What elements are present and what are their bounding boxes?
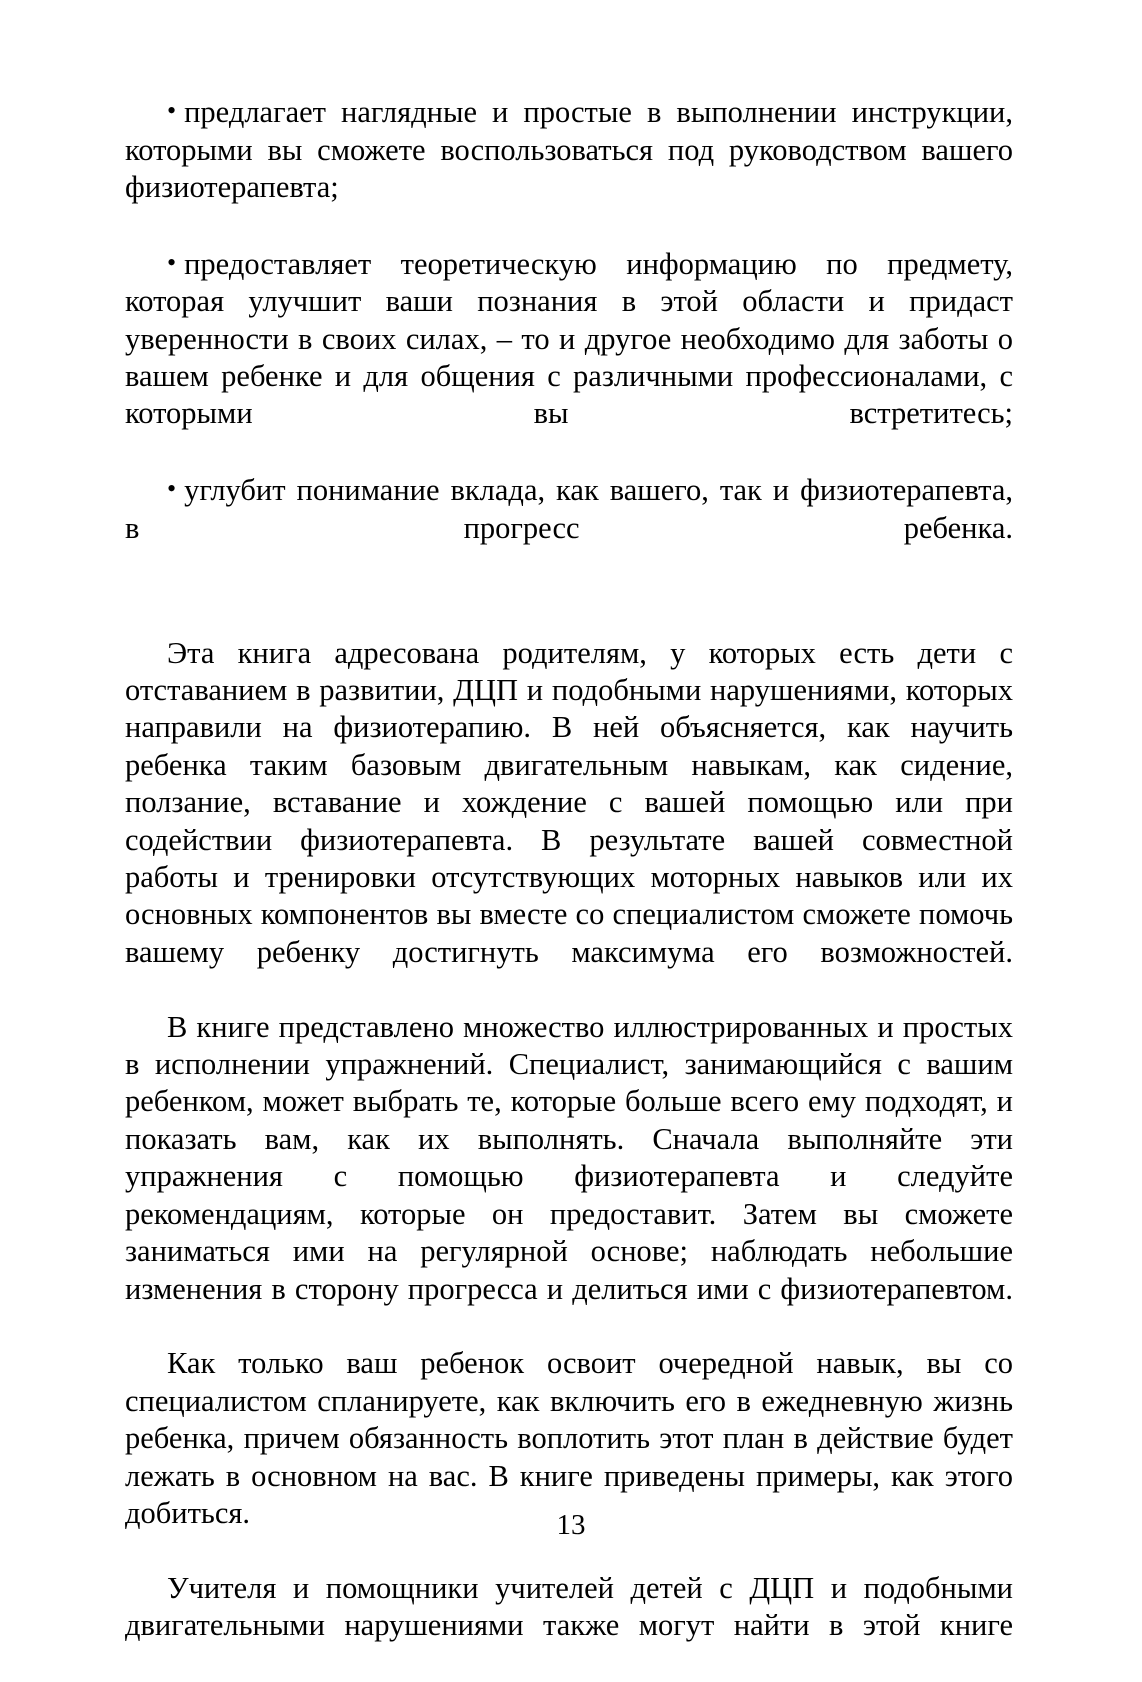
text-column [125, 92, 1013, 1682]
body-paragraph: Как только ваш ребенок освоит очередной навык, вы со специалистом спланируете, как включить его в ежедневную жизнь ребенка, причем обязанность воплотить этот план в действие будет лежать в основном на вас. В книге приведены примеры, как этого добиться. [125, 1346, 1013, 1530]
body-paragraph: Учителя и помощники учителей детей с ДЦП и подобными двигательными нарушениями также могут найти в этой книге [125, 1570, 1013, 1643]
bullet-list-item [125, 470, 1013, 584]
bullet-icon: • [167, 96, 177, 125]
bullet-item-text: углубит понимание вклада, как вашего, так и физиотерапевта, в прогресс ребенка. [125, 473, 1013, 545]
bullet-icon: • [167, 474, 177, 504]
bullet-item-text: предоставляет теоретическую информацию по предмету, которая улучшит ваши познания в этой области и придаст уверенности в своих силах, – то и другое необходимо для заботы о вашем ребенке и для общения с различными профессионалами, с которыми вы встретитесь; [125, 246, 1013, 431]
body-paragraph: В книге представлено множество иллюстрированных и простых в исполнении упражнений. Специалист, занимающийся с вашим ребенком, может выбрать те, которые больше всего ему подходят, и показать вам, как их выполнять. Сначала выполняйте эти упражнения с помощью физиотерапевта и следуйте рекомендациям, которые он предоставит. Затем вы сможете заниматься ими на регулярной основе; наблюдать небольшие изменения в сторону прогресса и делиться ими с физиотерапевтом. [125, 1009, 1013, 1306]
bullet-list-item [125, 244, 1013, 471]
page-number: 13 [556, 1509, 586, 1541]
bullet-icon: • [167, 247, 177, 277]
body-paragraph: Эта книга адресована родителям, у которых есть дети с отставанием в развитии, ДЦП и подобными нарушениями, которых направили на физиотерапию. В ней объясняется, как научить ребенка таким базовым двигательным навыкам, как сидение, ползание, вставание и хождение с вашей помощью или при содействии физиотерапевта. В результате вашей совместной работы и тренировки отсутствующих моторных навыков или их основных компонентов вы вместе со специалистом сможете помочь вашему ребенку достигнуть максимума его возможностей. [125, 635, 1013, 969]
bullet-list-item [125, 92, 1013, 244]
section-spacer [125, 585, 1013, 635]
bullet-item-text: предлагает наглядные и простые в выполнении инструкции, которыми вы сможете воспользоваться под руководством вашего физиотерапевта; [125, 95, 1013, 204]
